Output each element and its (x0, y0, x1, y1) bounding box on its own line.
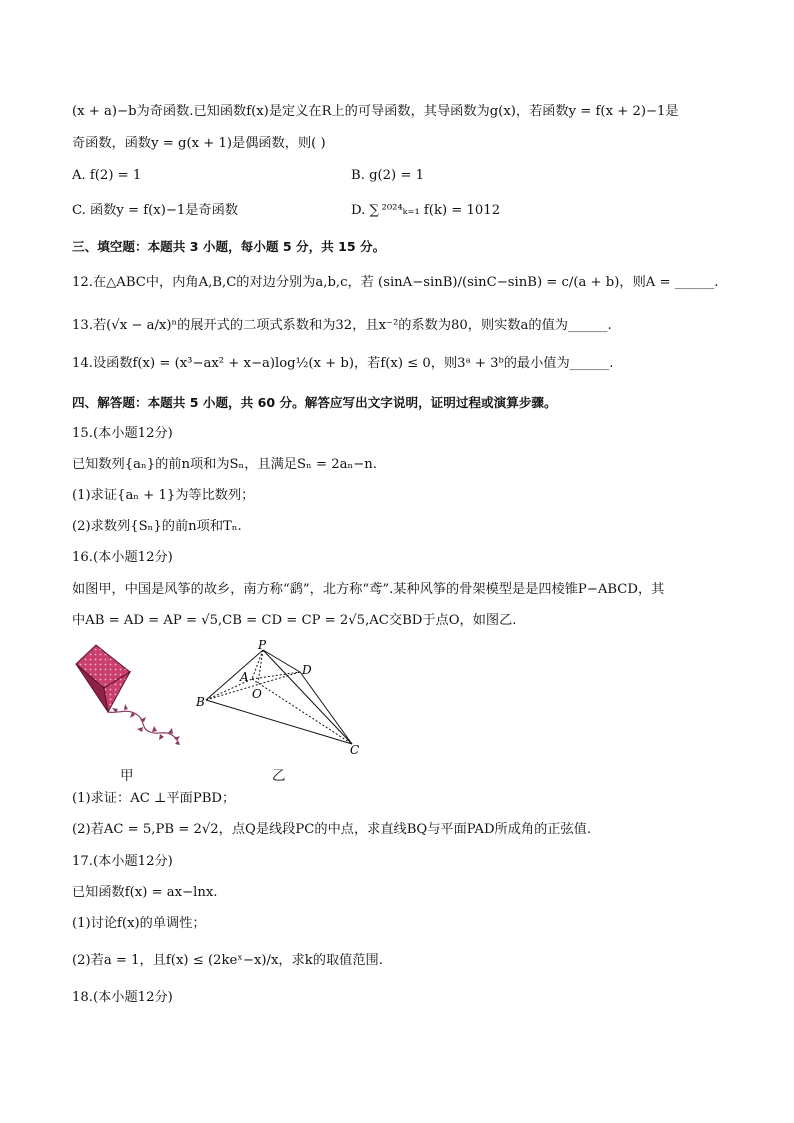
q15-part-2: (2)求数列{Sₙ}的前n项和Tₙ. (72, 519, 242, 534)
edge-dc (300, 672, 352, 744)
point-c-label: C (350, 743, 360, 757)
edge-pd (263, 650, 300, 672)
kite-figure (68, 642, 188, 757)
q11-option-a: A. f(2) = 1 (72, 168, 142, 183)
kite-tail (108, 711, 176, 738)
q15-title: 15.(本小题12分) (72, 426, 173, 441)
q11-continuation-1: (x + a)−b为奇函数.已知函数f(x)是定义在R上的可导函数，其导函数为g(x)，若函数y = f(x + 2)−1是 (72, 104, 679, 119)
figure-jia-label: 甲 (120, 768, 134, 784)
q11-option-b: B. g(2) = 1 (351, 168, 425, 183)
q17-title: 17.(本小题12分) (72, 854, 173, 869)
q11-continuation-2: 奇函数，函数y = g(x + 1)是偶函数，则( ) (72, 136, 326, 151)
point-b-label: B (196, 695, 205, 709)
q11-option-c: C. 函数y = f(x)−1是奇函数 (72, 203, 239, 218)
question-12: 12.在△ABC中，内角A,B,C的对边分别为a,b,c，若 (sinA−sinB)/(sinC−sinB) = c/(a + b)，则A = ______. (72, 275, 719, 290)
point-p-label: P (258, 638, 267, 652)
figure-yi-label: 乙 (272, 768, 286, 784)
q11-option-d: D. ∑ ²⁰²⁴ₖ₌₁ f(k) = 1012 (351, 203, 501, 218)
question-13: 13.若(√x − a/x)ⁿ的展开式的二项式系数和为32，且x⁻²的系数为80，则实数a的值为______. (72, 318, 612, 333)
q17-part-2: (2)若a = 1，且f(x) ≤ (2keˣ−x)/x，求k的取值范围. (72, 953, 383, 968)
q16-part-1: (1)求证：AC ⊥平面PBD； (72, 791, 236, 806)
point-o-label: O (252, 687, 262, 701)
point-a-label: A (240, 670, 249, 684)
q16-stem-2: 中AB = AD = AP = √5,CB = CD = CP = 2√5,AC交BD于点O，如图乙. (72, 613, 517, 628)
q15-part-1: (1)求证{aₙ + 1}为等比数列； (72, 488, 255, 503)
kite-tail-leaves (112, 704, 180, 745)
question-14: 14.设函数f(x) = (x³−ax² + x−a)log½(x + b)，若f(x) ≤ 0，则3ᵃ + 3ᵇ的最小值为______. (72, 356, 614, 371)
q16-part-2: (2)若AC = 5,PB = 2√2，点Q是线段PC的中点，求直线BQ与平面PAD所成角的正弦值. (72, 822, 592, 837)
q17-stem: 已知函数f(x) = ax−lnx. (72, 885, 218, 900)
point-d-label: D (302, 663, 312, 677)
q15-stem: 已知数列{aₙ}的前n项和为Sₙ，且满足Sₙ = 2aₙ−n. (72, 457, 377, 472)
q18-title: 18.(本小题12分) (72, 990, 173, 1005)
edge-bc (206, 700, 352, 744)
pyramid-figure (190, 638, 370, 760)
section-4-heading: 四、解答题：本题共 5 小题，共 60 分。解答应写出文字说明，证明过程或演算步骤。 (72, 395, 557, 410)
q17-part-1: (1)讨论f(x)的单调性； (72, 916, 206, 931)
q16-title: 16.(本小题12分) (72, 550, 173, 565)
section-3-heading: 三、填空题：本题共 3 小题，每小题 5 分，共 15 分。 (72, 239, 386, 254)
edge-ac (252, 679, 352, 744)
q16-stem-1: 如图甲，中国是风筝的故乡，南方称“鹞”，北方称“鸢”.某种风筝的骨架模型是是四棱锥P−ABCD，其 (72, 582, 665, 597)
